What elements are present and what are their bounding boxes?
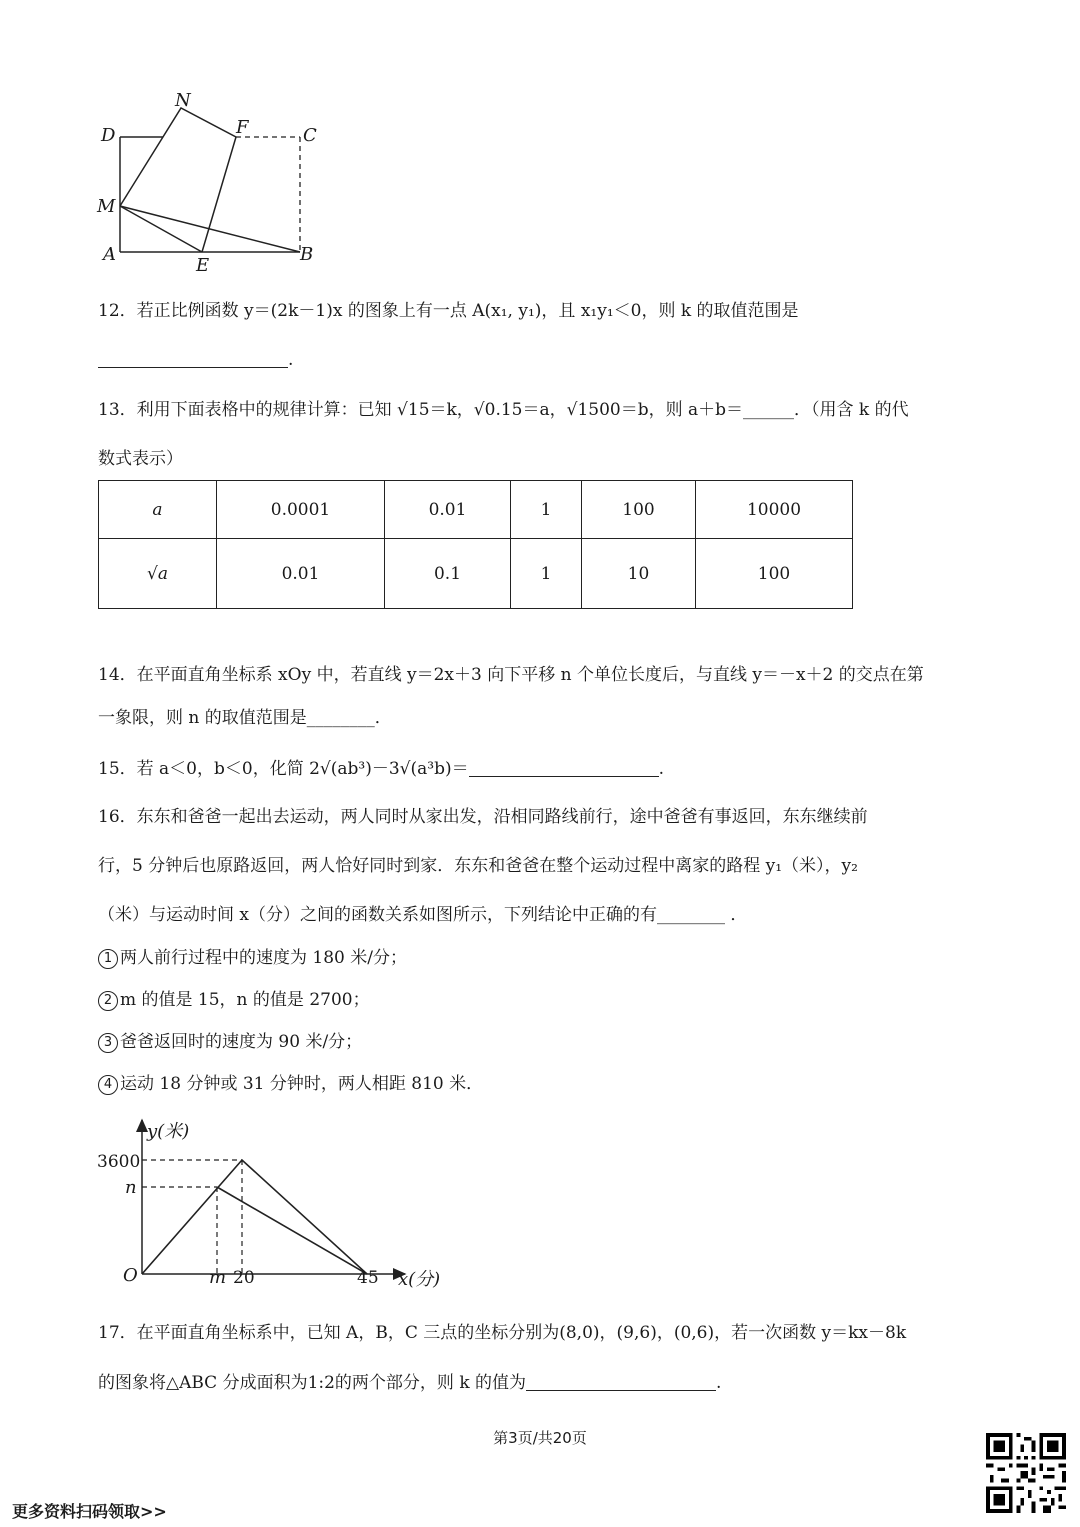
answer-blank	[98, 349, 288, 368]
qr-code-icon[interactable]	[986, 1433, 1066, 1513]
option-text: m 的值是 15，n 的值是 2700；	[120, 990, 370, 1010]
question-17	[98, 1321, 906, 1345]
question-14-number: 14．	[98, 665, 137, 685]
table-cell: 1	[511, 539, 582, 609]
option-text: 爸爸返回时的速度为 90 米/分；	[120, 1032, 363, 1052]
label-M: M	[97, 196, 116, 217]
option-1	[98, 946, 407, 970]
y-tick-n: n	[125, 1177, 137, 1198]
question-15-text: 若 a＜0，b＜0，化简 2√(ab³)－3√(a³b)＝	[136, 759, 469, 779]
question-17-line2-text: 的图象将△ABC 分成面积为1:2的两个部分，则 k 的值为	[98, 1373, 527, 1393]
option-mark: 1	[98, 949, 118, 969]
question-15-number: 15．	[98, 759, 137, 779]
origin-label: O	[123, 1265, 138, 1286]
label-E: E	[196, 255, 210, 276]
question-13-line2	[98, 447, 183, 471]
line-dongdong	[142, 1160, 367, 1274]
table-cell: 0.1	[385, 539, 511, 609]
pattern-table	[98, 480, 853, 609]
question-13	[98, 398, 909, 422]
table-head-a: a	[99, 481, 217, 539]
answer-blank	[469, 758, 659, 777]
option-mark: 2	[98, 991, 118, 1011]
y-axis-label: y(米)	[147, 1121, 190, 1142]
question-13-line2-text: 数式表示）	[98, 449, 183, 469]
question-17-line2	[98, 1371, 721, 1395]
x-tick-45: 45	[357, 1268, 379, 1288]
option-3	[98, 1030, 362, 1054]
question-15-end: .	[658, 759, 664, 779]
table-cell: 100	[696, 539, 853, 609]
question-16-line3-text: （米）与运动时间 x（分）之间的函数关系如图所示，下列结论中正确的有________ ．	[98, 905, 748, 925]
label-B: B	[300, 244, 314, 265]
question-14-line2-text: 一象限，则 n 的取值范围是________．	[98, 708, 392, 728]
question-14	[98, 663, 924, 687]
y-tick-3600: 3600	[97, 1152, 141, 1172]
distance-time-graph	[95, 1110, 465, 1290]
question-17-number: 17．	[98, 1323, 137, 1343]
question-14-line2	[98, 706, 392, 730]
question-16-line2-text: 行，5 分钟后也原路返回，两人恰好同时到家．东东和爸爸在整个运动过程中离家的路程 y₁（米），y₂	[98, 856, 858, 876]
label-A: A	[103, 244, 116, 265]
answer-blank	[526, 1372, 716, 1391]
table-head-sqrt-a: √a	[99, 539, 217, 609]
option-mark: 3	[98, 1033, 118, 1053]
question-12-text: 若正比例函数 y＝(2k－1)x 的图象上有一点 A(x₁, y₁)，且 x₁y₁＜0，则 k 的取值范围是	[136, 301, 799, 321]
table-cell: 0.01	[385, 481, 511, 539]
question-16-line1: 东东和爸爸一起出去运动，两人同时从家出发，沿相同路线前行，途中爸爸有事返回，东东继续前	[136, 807, 868, 827]
table-row	[99, 481, 853, 539]
table-cell: 1	[511, 481, 582, 539]
label-D: D	[101, 125, 116, 146]
square-figure	[95, 88, 335, 278]
x-tick-20: 20	[233, 1268, 255, 1288]
option-mark: 4	[98, 1075, 118, 1095]
option-4	[98, 1072, 483, 1096]
x-axis-label: x(分)	[398, 1269, 441, 1290]
option-text: 运动 18 分钟或 31 分钟时，两人相距 810 米．	[120, 1074, 484, 1094]
question-17-line1: 在平面直角坐标系中，已知 A，B，C 三点的坐标分别为(8,0)，(9,6)，(0,6)，若一次函数 y＝kx－8k	[136, 1323, 907, 1343]
label-F: F	[236, 117, 249, 138]
option-text: 两人前行过程中的速度为 180 米/分；	[120, 948, 407, 968]
question-13-line1: 利用下面表格中的规律计算：已知 √15＝k，√0.15＝a，√1500＝b，则 a＋b＝______．（用含 k 的代	[136, 400, 909, 420]
question-16-number: 16．	[98, 807, 137, 827]
line-father-return	[217, 1187, 367, 1274]
question-12-end: .	[288, 350, 294, 370]
x-tick-m: m	[209, 1267, 227, 1288]
question-12	[98, 299, 799, 323]
question-16-line3	[98, 903, 747, 927]
table-cell: 0.0001	[217, 481, 385, 539]
question-13-number: 13．	[98, 400, 137, 420]
question-14-line1: 在平面直角坐标系 xOy 中，若直线 y＝2x＋3 向下平移 n 个单位长度后，与直线 y＝－x＋2 的交点在第	[136, 665, 924, 685]
page-number: 第3页/共20页	[493, 1429, 587, 1447]
table-cell: 10	[582, 539, 696, 609]
question-12-answer-line	[98, 348, 293, 372]
question-17-end: .	[716, 1373, 722, 1393]
label-N: N	[175, 90, 191, 111]
question-12-number: 12．	[98, 301, 137, 321]
option-2	[98, 988, 370, 1012]
question-16	[98, 805, 868, 829]
table-cell: 10000	[696, 481, 853, 539]
table-cell: 100	[582, 481, 696, 539]
label-C: C	[303, 125, 317, 146]
table-cell: 0.01	[217, 539, 385, 609]
more-resources-link[interactable]: 更多资料扫码领取>>	[12, 1502, 167, 1521]
table-row	[99, 539, 853, 609]
question-15	[98, 757, 664, 781]
question-16-line2	[98, 854, 858, 878]
